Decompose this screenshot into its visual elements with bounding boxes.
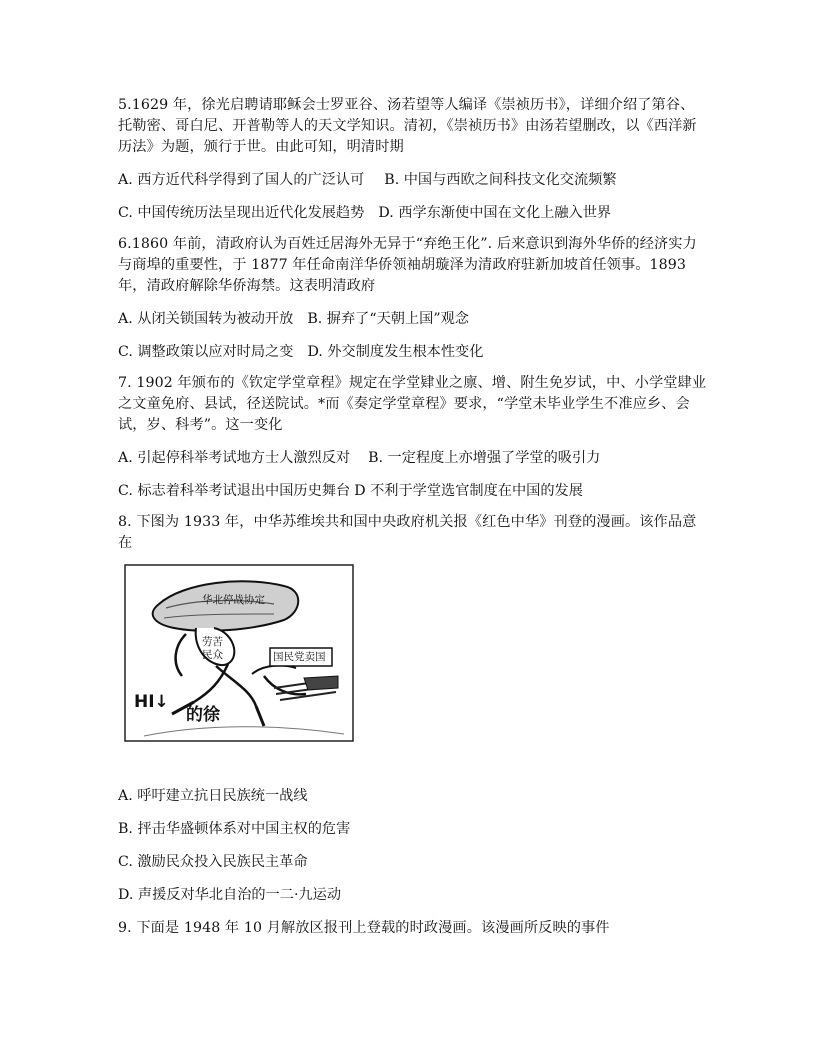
question-5-option-b: B. 中国与西欧之间科技文化交流频繁 (384, 172, 617, 188)
cartoon-label-kmt: 国民党卖国 (273, 651, 326, 663)
question-7-stem: 7. 1902 年颁布的《钦定学堂章程》规定在学堂肄业之廪、增、附生免岁试，中、小学堂肆业之文童免府、县试，径送院试。*而《奏定学堂章程》要求，“学堂未毕业学生不准应乡、会试，岁、科考”。这一变化 (118, 375, 707, 433)
question-5-stem: 5.1629 年，徐光启聘请耶稣会士罗亚谷、汤若望等人编译《崇祯历书》，详细介绍了第谷、托勒密、哥白尼、开普勒等人的天文学知识。清初，《崇祯历书》由汤若望删改，以《西洋新历法》为题，颁行于世。由此可知，明清时期 (118, 97, 697, 155)
question-7-option-b: B. 一定程度上亦增强了学堂的吸引力 (368, 450, 601, 466)
question-5-option-c: C. 中国传统历法呈现出近代化发展趋势 (118, 205, 365, 221)
cartoon-label-people: 劳苦民众 (202, 636, 223, 661)
question-7-options-ab (118, 448, 708, 469)
question-5-option-a: A. 西方近代科学得到了国人的广泛认可 (118, 172, 365, 188)
question-8-option-d: D. 声援反对华北自治的一二·九运动 (118, 887, 342, 903)
question-6-option-b: B. 摒弃了“天朝上国”观念 (307, 311, 469, 327)
question-5-options-cd (118, 203, 708, 224)
question-6-stem: 6.1860 年前，清政府认为百姓迁居海外无异于“弃绝王化”. 后来意识到海外华侨的经济实力与商埠的重要性，于 1877 年任命南洋华侨领袖胡璇泽为清政府驻新加坡首任领事。1893 年，清政府解除华侨海禁。这表明清政府 (118, 236, 697, 294)
cartoon-label-agreement: 华北停战协定 (202, 594, 265, 606)
question-8-option-c: C. 激励民众投入民族民主革命 (118, 854, 308, 870)
question-5-options-ab (118, 170, 708, 191)
question-8-option-a: A. 呼吁建立抗日民族统一战线 (118, 788, 308, 804)
question-6-options-ab (118, 309, 708, 330)
question-6-option-d: D. 外交制度发生根本性变化 (307, 344, 484, 360)
question-7-option-c: C. 标志着科举考试退出中国历史舞台 (118, 483, 351, 499)
exam-page (118, 95, 708, 939)
question-6-options-cd (118, 342, 708, 363)
question-7-option-d: D 不利于学堂选官制度在中国的发展 (354, 483, 583, 499)
cartoon-hil-mark: HI↓ (134, 692, 169, 712)
question-7-options-cd (118, 481, 708, 502)
cartoon-label-bottom: 的徐 (186, 705, 220, 725)
question-6-option-c: C. 调整政策以应对时局之变 (118, 344, 294, 360)
political-cartoon-1933 (124, 564, 354, 742)
question-7-option-a: A. 引起停科举考试地方士人激烈反对 (118, 450, 351, 466)
question-8-stem: 8. 下图为 1933 年，中华苏维埃共和国中央政府机关报《红色中华》刊登的漫画。该作品意在 (118, 514, 697, 551)
question-8-option-b: B. 抨击华盛顿体系对中国主权的危害 (118, 821, 351, 837)
question-9-stem: 9. 下面是 1948 年 10 月解放区报刊上登载的时政漫画。该漫画所反映的事件 (118, 920, 610, 936)
question-6-option-a: A. 从闭关锁国转为被动开放 (118, 311, 294, 327)
question-5-option-d: D. 西学东渐使中国在文化上融入世界 (378, 205, 612, 221)
